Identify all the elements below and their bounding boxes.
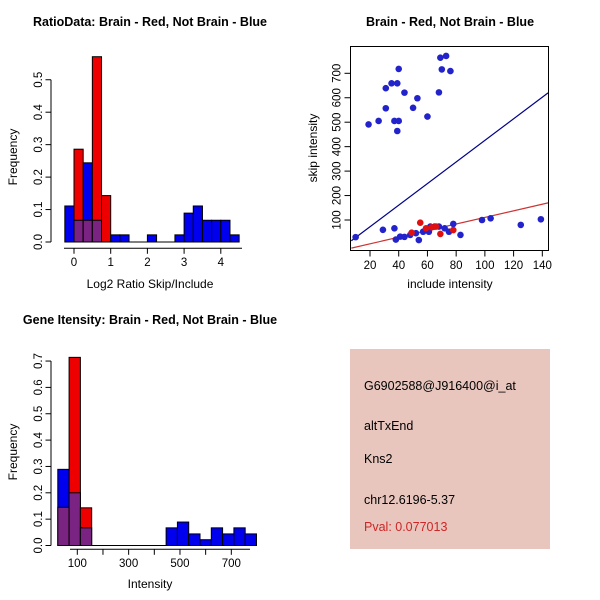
x-axis-label-gene-hist: Intensity [127,577,173,591]
scatter-point-not_brain [487,215,494,222]
scatter-point-not_brain [437,54,444,61]
tick-label: 0.2 [33,169,46,186]
hist-bar-not_brain [189,534,200,546]
panel-title-scatter: Brain - Red, Not Brain - Blue [365,15,535,29]
scatter-point-not_brain [414,95,421,102]
hist-bar-overlap [83,220,92,242]
tick-label: 100 [67,557,87,570]
hist-bar-not_brain [111,235,120,242]
hist-bar-not_brain [193,206,202,242]
tick-label: 600 [331,88,344,108]
hist-bar-not_brain [120,235,129,242]
tick-label: 0.5 [33,71,46,88]
tick-label: 700 [221,557,241,570]
scatter-point-not_brain [375,118,382,125]
scatter-point-not_brain [395,118,402,125]
scatter-point-not_brain [401,234,408,241]
scatter-point-not_brain [395,66,402,73]
hist-bar-not_brain [147,235,156,242]
tick-label: 0 [70,256,78,269]
hist-bar-overlap [58,507,69,545]
tick-label: 0.0 [33,234,46,250]
tick-label: 100 [331,210,344,230]
tick-label: 700 [331,63,344,83]
tick-label: 0.1 [33,511,46,528]
hist-bar-not_brain [177,522,188,545]
hist-bar-not_brain [234,528,245,546]
tick-label: 300 [331,161,344,181]
hist-bar-brain [102,196,111,242]
hist-bar-not_brain [175,235,184,242]
scatter-point-brain [417,219,424,226]
plot-box [351,47,549,251]
hist-bar-overlap [92,220,101,242]
tick-label: 0.3 [33,458,46,475]
scatter-point-not_brain [439,66,446,73]
tick-label: 0.7 [33,353,46,370]
scatter-point-not_brain [380,226,387,233]
tick-label: 3 [180,256,188,269]
histogram-ratio-panel [0,0,300,300]
scatter-point-not_brain [352,234,359,241]
scatter-point-not_brain [447,68,454,75]
scatter-point-not_brain [479,217,486,224]
scatter-point-not_brain [382,105,389,112]
histogram-intensity-panel [0,300,300,600]
gene-info-panel [350,349,550,549]
x-axis-label-ratio-hist: Log2 Ratio Skip/Include [86,277,214,291]
panel-title-ratio-hist: RatioData: Brain - Red, Not Brain - Blue [32,15,268,29]
scatter-point-not_brain [457,232,464,239]
tick-label: 20 [363,260,377,272]
scatter-point-not_brain [388,80,395,87]
location-text: chr12.6196-5.37 [364,493,456,507]
tick-label: 0.3 [33,136,46,153]
scatter-point-brain [433,223,440,230]
scatter-point-not_brain [538,216,545,223]
tick-label: 400 [331,137,344,157]
hist-bar-not_brain [202,220,211,242]
scatter-point-not_brain [424,113,431,120]
tick-label: 0.0 [33,537,46,554]
tick-label: 40 [392,260,406,272]
hist-bar-not_brain [65,206,74,242]
tick-label: 0.2 [33,484,46,501]
y-axis-label-ratio-hist: Frequency [6,128,20,186]
scatter-point-brain [437,231,444,238]
scatter-point-not_brain [517,222,524,229]
tick-label: 120 [504,260,524,272]
hist-bar-not_brain [200,540,211,546]
tick-label: 300 [119,557,139,570]
probe-id-text: G6902588@J916400@i_at [364,379,516,393]
tick-label: 0.1 [33,201,46,218]
tick-label: 0.4 [33,104,46,121]
tick-label: 500 [331,112,344,132]
tick-label: 1 [107,256,114,269]
y-axis-label-scatter: skip intensity [306,113,320,183]
panel-title-gene-hist: Gene Itensity: Brain - Red, Not Brain - Blue [22,313,278,327]
hist-bar-not_brain [223,534,234,546]
scatter-point-not_brain [410,104,417,111]
tick-label: 80 [449,260,463,272]
hist-bar-overlap [74,220,83,242]
hist-bar-not_brain [211,528,222,546]
scatter-point-not_brain [450,221,457,228]
event-type-text: altTxEnd [364,419,414,433]
scatter-point-not_brain [394,80,401,87]
scatter-point-brain [423,225,430,232]
pval-text: Pval: 0.077013 [364,520,448,534]
x-axis-label-scatter: include intensity [407,277,493,291]
tick-label: 4 [217,256,225,269]
scatter-panel [300,0,600,300]
scatter-point-not_brain [436,89,443,96]
scatter-point-not_brain [401,89,408,96]
tick-label: 500 [170,557,190,570]
tick-label: 60 [421,260,434,272]
tick-label: 0.6 [33,379,46,396]
hist-bar-overlap [80,528,91,546]
hist-bar-not_brain [184,213,193,242]
gene-name-text: Kns2 [364,452,393,466]
scatter-point-brain [408,229,415,236]
tick-label: 140 [532,260,552,272]
hist-bar-not_brain [230,235,239,242]
scatter-point-not_brain [394,128,401,135]
y-axis-label-gene-hist: Frequency [6,423,20,481]
hist-bar-overlap [69,493,80,546]
hist-bar-not_brain [212,220,221,242]
hist-bar-not_brain [166,528,177,546]
hist-bar-not_brain [221,220,230,242]
scatter-point-not_brain [416,237,423,244]
scatter-point-not_brain [365,121,372,128]
tick-label: 0.5 [33,405,46,422]
scatter-point-brain [450,227,457,234]
hist-bar-not_brain [245,534,256,546]
scatter-point-not_brain [443,53,450,60]
tick-label: 100 [475,260,495,272]
hist-bar-brain [92,57,101,242]
tick-label: 2 [144,256,151,269]
scatter-point-not_brain [382,85,389,92]
scatter-point-not_brain [391,225,398,232]
tick-label: 200 [331,185,344,206]
tick-label: 0.4 [33,432,46,449]
